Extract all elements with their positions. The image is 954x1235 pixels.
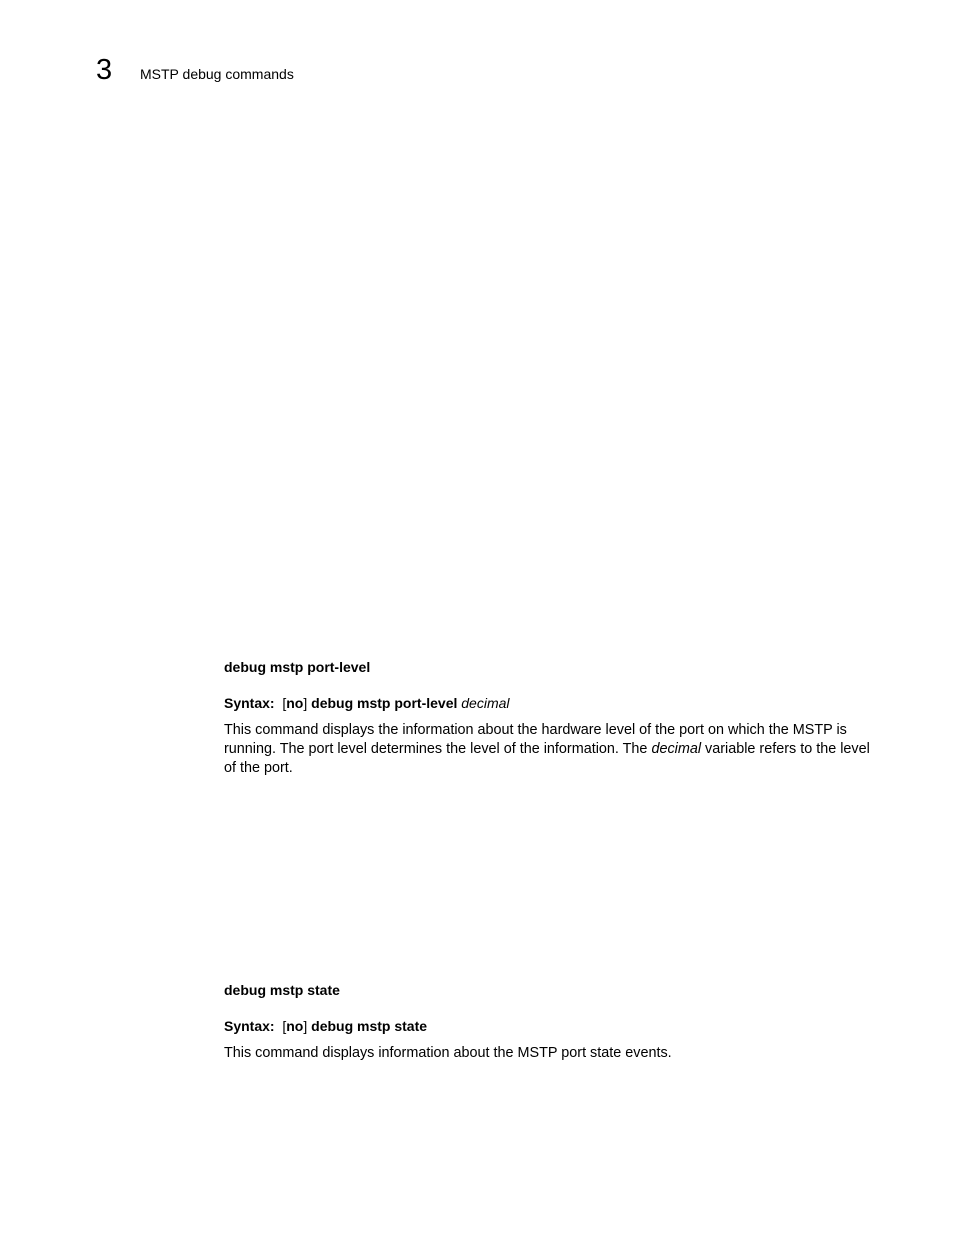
bracket-close: ] [303,1018,308,1034]
description-text-1: This command displays the information about the hardware level of the port on which the MSTP is running. The port level determines the level of the information. The [224,722,847,757]
chapter-number: 3 [96,54,113,86]
running-title: MSTP debug commands [140,66,294,82]
bracket-open: [ [282,1018,287,1034]
syntax-command: debug mstp state [311,1018,428,1034]
no-keyword: no [286,695,304,711]
no-keyword: no [286,1018,304,1034]
section-state [224,981,874,1063]
description-text-1: This command displays information about the MSTP port state events. [224,1045,672,1061]
section-port-level [224,658,874,778]
bracket-close: ] [303,695,308,711]
command-heading: debug mstp port-level [224,659,371,675]
syntax-label: Syntax: [224,695,275,711]
bracket-open: [ [282,695,287,711]
command-description [224,1044,874,1063]
syntax-label: Syntax: [224,1018,275,1034]
description-text-2: variable refers to the level of the port. [224,741,870,776]
description-variable: decimal [651,741,702,757]
syntax-command: debug mstp port-level [311,695,458,711]
syntax-variable: decimal [461,695,510,711]
command-description [224,721,874,778]
syntax-line [224,1017,874,1035]
syntax-line [224,694,874,712]
command-heading: debug mstp state [224,982,340,998]
